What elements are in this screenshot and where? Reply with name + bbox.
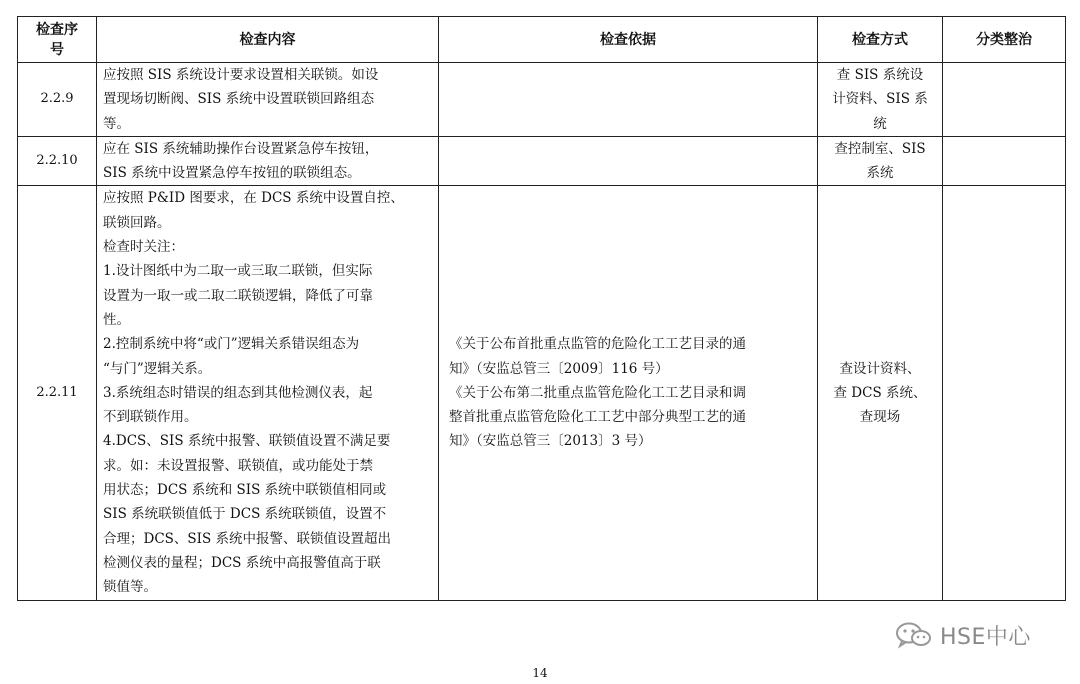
row-content [97, 63, 439, 137]
table-row [18, 63, 1066, 137]
content-line: “与门”逻辑关系。 [103, 360, 212, 377]
header-seq-line: 号 [50, 41, 64, 58]
header-seq [18, 17, 97, 63]
wechat-icon [894, 621, 934, 649]
basis-line: 知》（安监总管三〔2009〕116 号） [449, 360, 669, 377]
method-line: 查 DCS 系统、 [833, 384, 927, 401]
table-row [18, 186, 1066, 600]
method-line: 查控制室、SIS [834, 140, 926, 157]
row-category [943, 136, 1066, 186]
basis-line: 《关于公布首批重点监管的危险化工工艺目录的通 [449, 336, 746, 353]
table-row [18, 136, 1066, 186]
content-line: 应按照 SIS 系统设计要求设置相关联锁。如设 [103, 67, 379, 83]
content-line: SIS 系统中设置紧急停车按钮的联锁组态。 [103, 165, 361, 182]
page-number: 14 [532, 666, 548, 680]
watermark [894, 620, 1031, 650]
basis-line: 知》（安监总管三〔2013〕3 号） [449, 433, 652, 450]
row-seq: 2.2.11 [18, 186, 97, 600]
row-method [818, 186, 943, 600]
row-seq: 2.2.10 [18, 136, 97, 186]
content-line: 3.系统组态时错误的组态到其他检测仪表，起 [103, 384, 373, 401]
content-line: 等。 [103, 115, 130, 132]
content-line: 求。如：未设置报警、联锁值，或功能处于禁 [103, 457, 373, 474]
content-line: SIS 系统联锁值低于 DCS 系统联锁值，设置不 [103, 506, 387, 523]
content-line: 不到联锁作用。 [103, 409, 198, 426]
row-method [818, 63, 943, 137]
content-line: 检查时关注： [103, 239, 184, 256]
content-line: 置现场切断阀、SIS 系统中设置联锁回路组态 [103, 91, 375, 108]
content-line: 用状态；DCS 系统和 SIS 系统中联锁值相同或 [103, 482, 387, 499]
content-line: 1.设计图纸中为二取一或三取二联锁，但实际 [103, 263, 373, 280]
content-line: 应在 SIS 系统辅助操作台设置紧急停车按钮， [103, 140, 379, 157]
content-line: 检测仪表的量程；DCS 系统中高报警值高于联 [103, 554, 381, 571]
method-line: 查设计资料、 [839, 360, 921, 377]
method-line: 查现场 [859, 409, 901, 426]
row-seq: 2.2.9 [18, 63, 97, 137]
row-content [97, 136, 439, 186]
row-content [97, 186, 439, 600]
content-line: 锁值等。 [103, 579, 157, 596]
basis-line: 《关于公布第二批重点监管危险化工工艺目录和调 [449, 384, 746, 401]
row-category [943, 63, 1066, 137]
row-basis [439, 186, 818, 600]
basis-line: 整首批重点监管危险化工工艺中部分典型工艺的通 [449, 409, 746, 426]
row-category [943, 186, 1066, 600]
header-method: 检查方式 [818, 17, 943, 63]
row-basis [439, 63, 818, 137]
header-content: 检查内容 [97, 17, 439, 63]
content-line: 联锁回路。 [103, 214, 171, 231]
header-category: 分类整治 [943, 17, 1066, 63]
header-row [18, 17, 1066, 63]
row-method [818, 136, 943, 186]
header-basis: 检查依据 [439, 17, 818, 63]
method-line: 统 [873, 115, 887, 132]
method-line: 计资料、SIS 系 [832, 91, 928, 108]
method-line: 系统 [866, 165, 894, 182]
method-line: 查 SIS 系统设 [836, 67, 924, 83]
content-line: 2.控制系统中将“或门”逻辑关系错误组态为 [103, 336, 360, 353]
row-basis [439, 136, 818, 186]
header-seq-line: 检查序 [36, 21, 78, 38]
inspection-table [17, 16, 1066, 601]
watermark-text: HSE中心 [940, 624, 1031, 650]
content-line: 设置为一取一或二取二联锁逻辑，降低了可靠 [103, 287, 373, 304]
content-line: 4.DCS、SIS 系统中报警、联锁值设置不满足要 [103, 433, 391, 450]
content-line: 应按照 P&ID 图要求，在 DCS 系统中设置自控、 [103, 190, 404, 207]
content-line: 合理；DCS、SIS 系统中报警、联锁值设置超出 [103, 530, 392, 547]
content-line: 性。 [103, 311, 130, 328]
